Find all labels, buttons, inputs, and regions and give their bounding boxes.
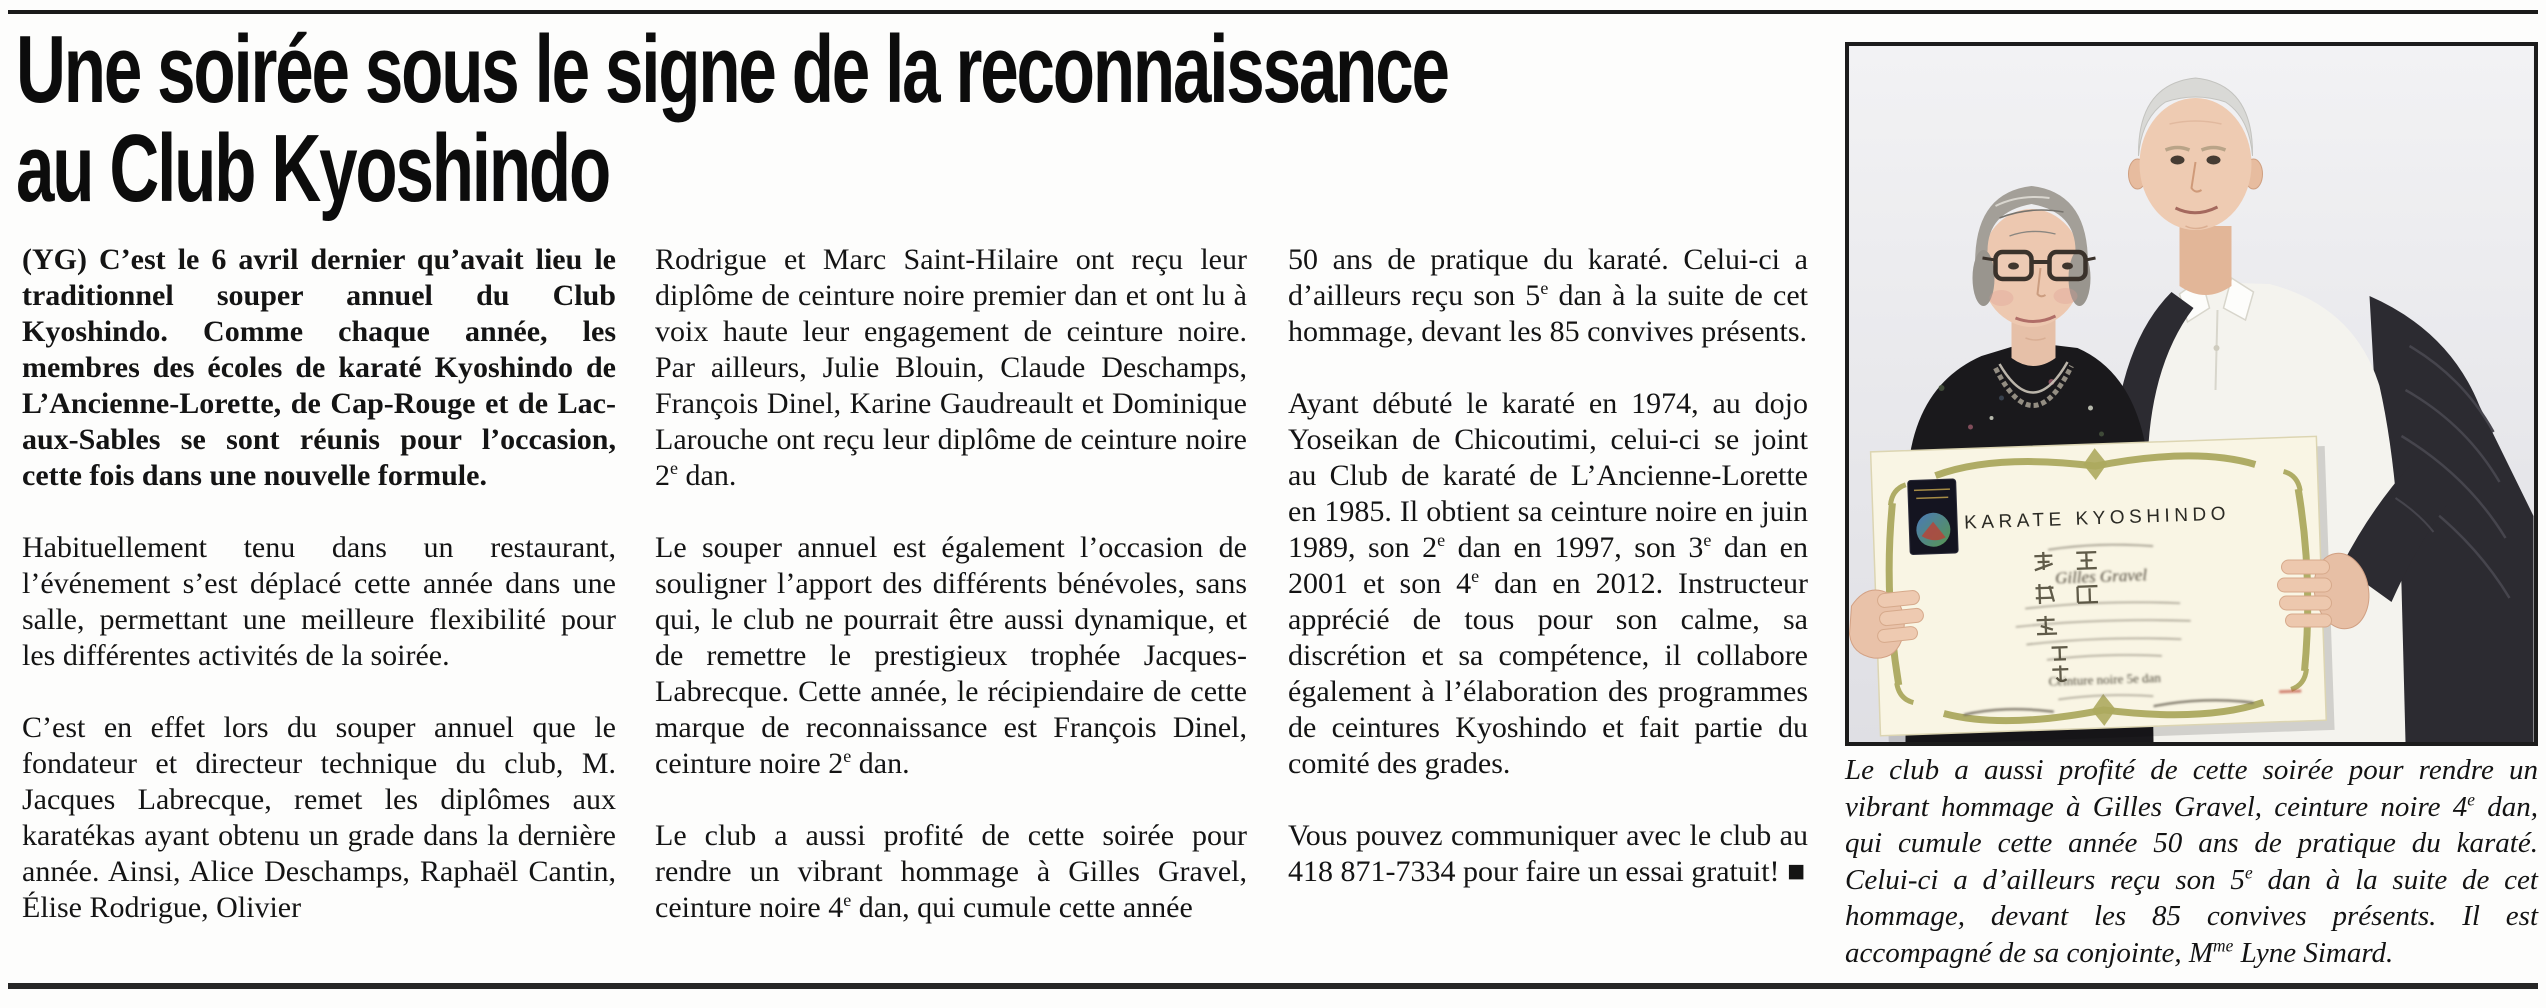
headline-line: Une soirée sous le signe de la reconnaissance bbox=[16, 16, 1448, 123]
article-paragraph: Habituellement tenu dans un restaurant, l’événement s’est déplacé cette année dans une salle, permettant une meilleure flexibilité pour les différentes activités de la soirée. bbox=[22, 531, 616, 672]
ordinal-superscript: e bbox=[2244, 861, 2253, 882]
article-paragraph: (YG) C’est le 6 avril dernier qu’avait lieu le traditionnel souper annuel du Club Kyoshindo. Comme chaque année, les membres des écoles de karaté Kyoshindo de L’Ancienne-Lorette, de Cap-Rouge et de Lac-aux-Sables se sont réunis pour l’occasion, cette fois dans une nouvelle formule. bbox=[22, 243, 616, 492]
certificate-recipient: Gilles Gravel bbox=[2054, 565, 2148, 588]
article-paragraph: Vous pouvez communiquer avec le club au 418 871-7334 pour faire un essai gratuit! ■ bbox=[1288, 819, 1808, 888]
article-paragraph: Ayant débuté le karaté en 1974, au dojo Yoseikan de Chicoutimi, celui-ci se joint au Club de karaté de L’Ancienne-Lorette en 1985. Il obtient sa ceinture noire en juin 1989, son 2e dan en 1997, son 3e dan en 2001 et son 4e dan en 2012. Instructeur apprécié de tous pour son calme, sa discrétion et sa compétence, il collabore également à l’élaboration des programmes de ceintures Kyoshindo et fait partie du comité des grades. bbox=[1288, 387, 1809, 780]
certificate-logo bbox=[1908, 479, 1959, 555]
ordinal-superscript: e bbox=[670, 458, 678, 478]
article-column-1 bbox=[22, 242, 616, 962]
certificate-grade-line: Ceinture noire 5e dan bbox=[2048, 669, 2162, 689]
ordinal-superscript: e bbox=[2467, 788, 2476, 809]
ordinal-superscript: me bbox=[2213, 934, 2234, 955]
certificate bbox=[1871, 436, 2327, 735]
ordinal-superscript: e bbox=[1540, 278, 1549, 298]
article-photo bbox=[1845, 42, 2538, 746]
article-paragraph: 50 ans de pratique du karaté. Celui-ci a d’ailleurs reçu son 5e dan à la suite de cet hommage, devant les 85 convives présents. bbox=[1288, 243, 1808, 348]
ordinal-superscript: e bbox=[1437, 530, 1446, 550]
article-column-3 bbox=[1288, 242, 1808, 926]
article-paragraph: Rodrigue et Marc Saint-Hilaire ont reçu leur diplôme de ceinture noire premier dan et ont lu à voix haute leur engagement de ceinture noire. Par ailleurs, Julie Blouin, Claude Deschamps, François Dinel, Karine Gaudreault et Dominique Larouche ont reçu leur diplôme de ceinture noire 2e dan. bbox=[655, 243, 1247, 492]
top-rule bbox=[8, 10, 2538, 14]
ordinal-superscript: e bbox=[1471, 566, 1480, 586]
headline-line: au Club Kyoshindo bbox=[16, 115, 610, 222]
article-column-2 bbox=[655, 242, 1247, 962]
article-paragraph: C’est en effet lors du souper annuel que le fondateur et directeur technique du club, M. Jacques Labrecque, remet les diplômes aux karatékas ayant obtenu un grade dans la dernière année. Ainsi, Alice Deschamps, Raphaël Cantin, Élise Rodrigue, Olivier bbox=[22, 711, 616, 924]
article-paragraph: Le club a aussi profité de cette soirée pour rendre un vibrant hommage à Gilles Gravel, ceinture noire 4e dan, qui cumule cette année bbox=[655, 819, 1247, 924]
article-headline bbox=[16, 16, 1448, 222]
bottom-rule bbox=[8, 983, 2538, 989]
ordinal-superscript: e bbox=[843, 890, 852, 910]
photo-illustration bbox=[1849, 46, 2534, 742]
ordinal-superscript: e bbox=[843, 746, 852, 766]
photo-caption: Le club a aussi profité de cette soirée pour rendre un vibrant hommage à Gilles Gravel, ceinture noire 4e dan, qui cumule cette année 50 ans de pratique du karaté. Celui-ci a d’ailleurs reçu son 5e dan à la suite de cet hommage, devant les 85 convives présents. Il est accompagné de sa conjointe, $M^{me}$ Lyne Simard. bbox=[1845, 754, 2539, 969]
article-paragraph: Le souper annuel est également l’occasion de souligner l’apport des différents bénévoles, sans qui, le club ne pourrait être aussi dynamique, et de remettre le prestigieux trophée Jacques-Labrecque. Cette année, le récipiendaire de cette marque de reconnaissance est François Dinel, ceinture noire 2e dan. bbox=[655, 531, 1247, 780]
ordinal-superscript: e bbox=[1703, 530, 1712, 550]
certificate-title: KARATE KYOSHINDO bbox=[1963, 503, 2231, 534]
